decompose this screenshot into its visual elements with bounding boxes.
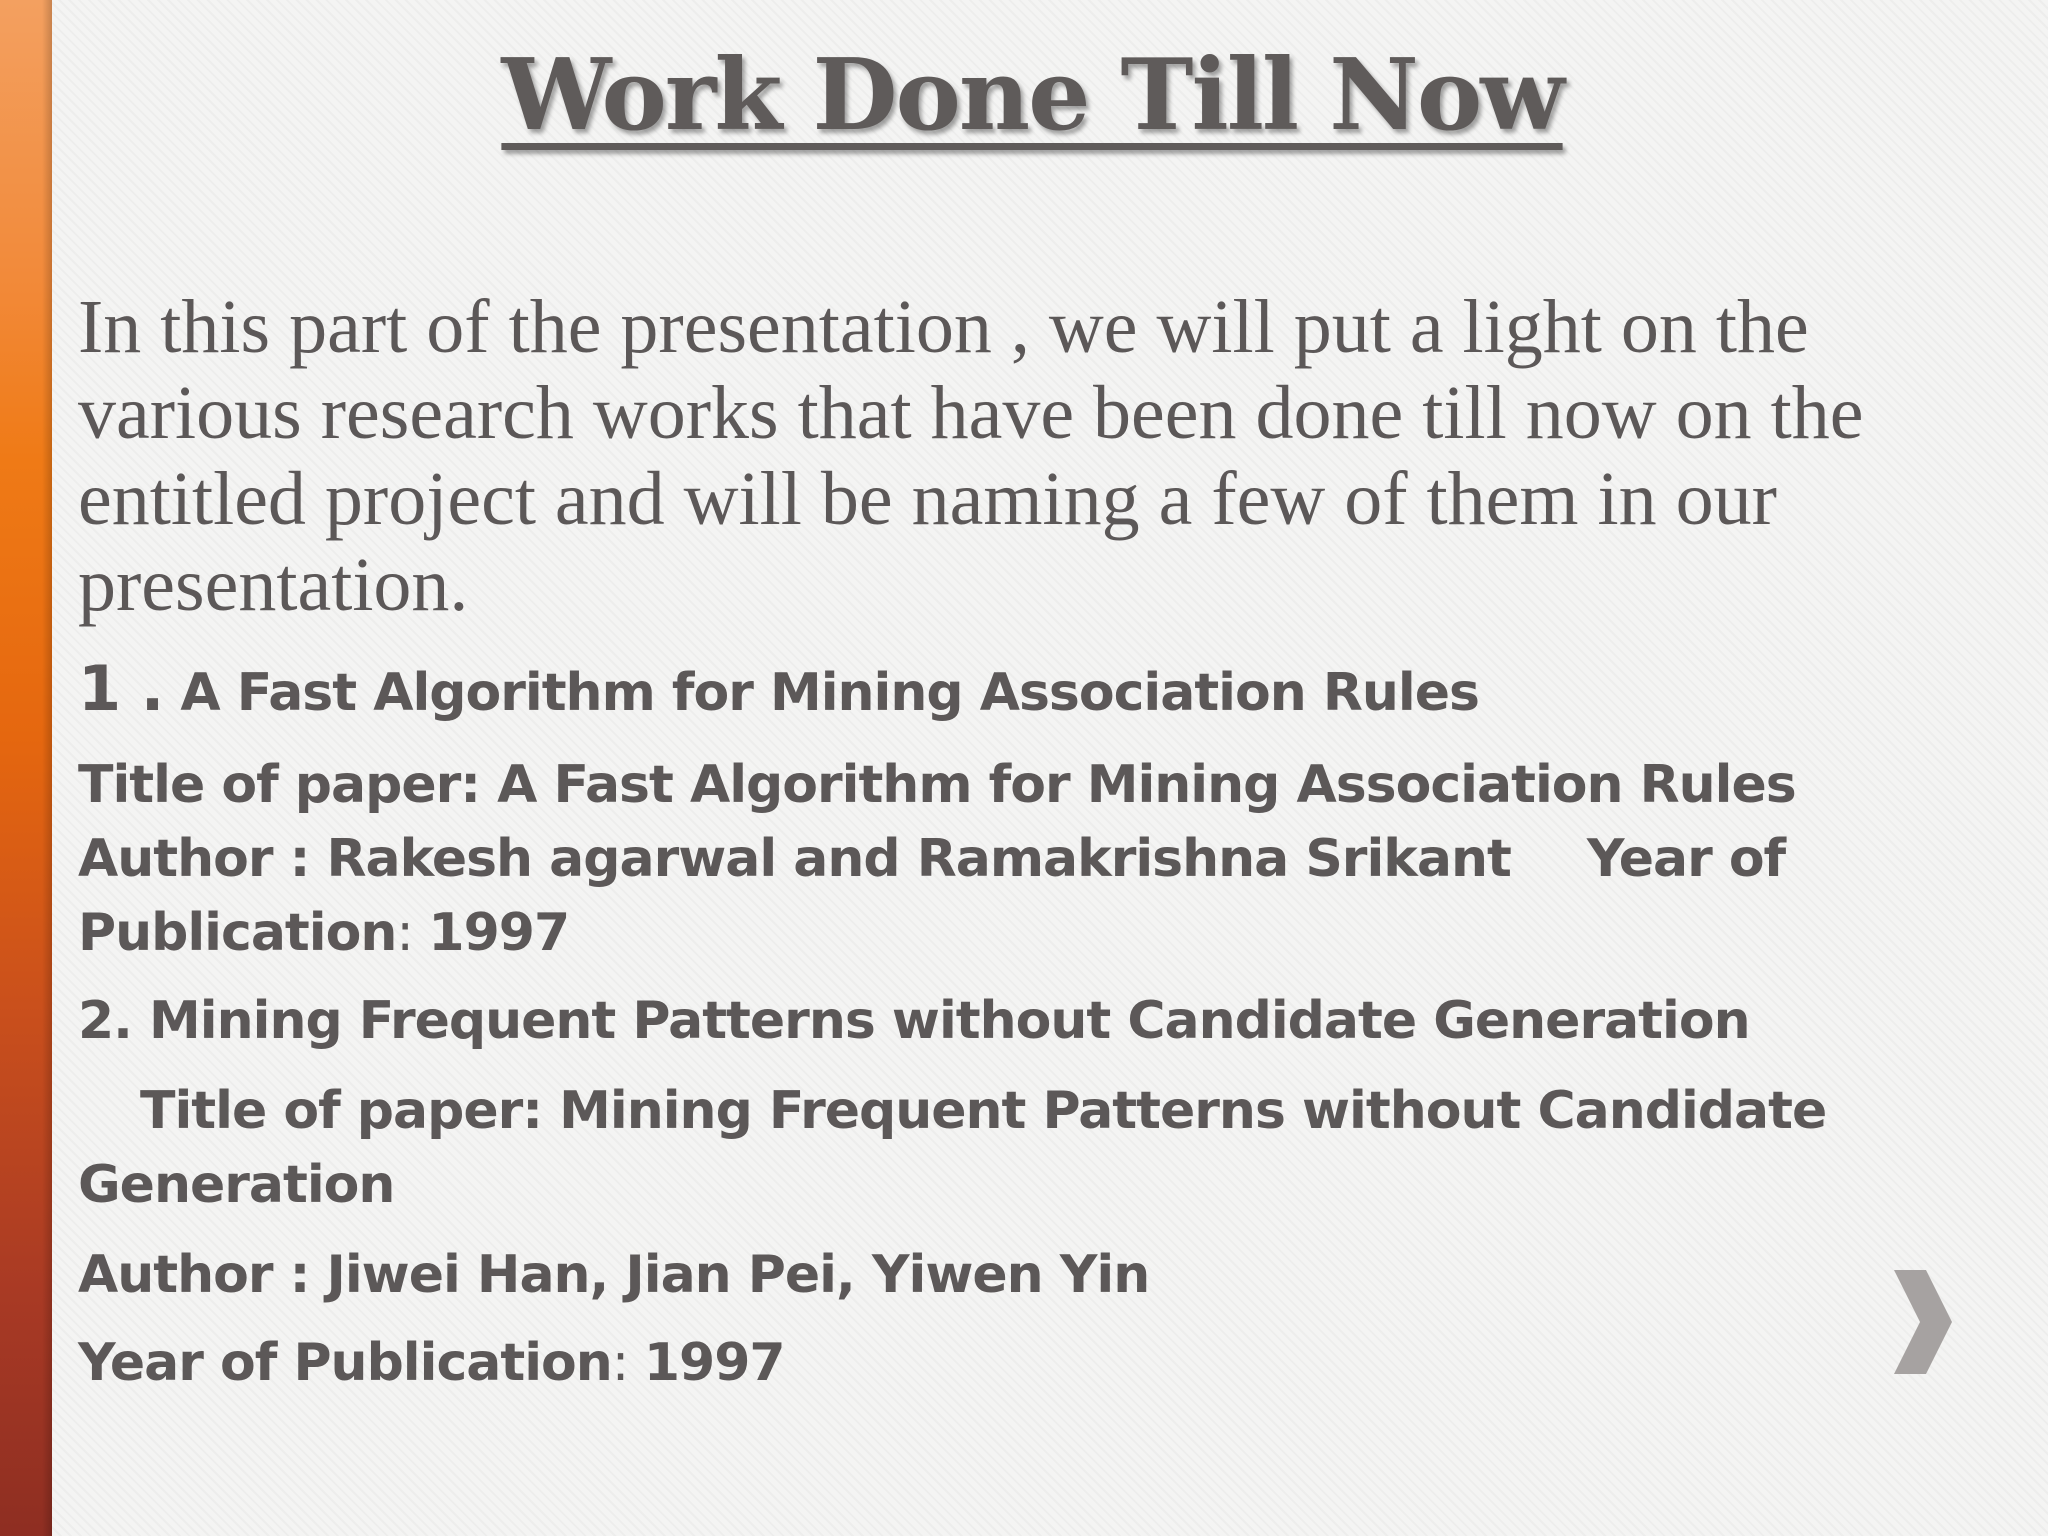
slide-title: Work Done Till Now <box>501 38 1563 153</box>
paper-2-year-label: Year of Publication <box>78 1333 612 1393</box>
paper-2-heading: 2. Mining Frequent Patterns without Candidate Generation <box>78 991 1750 1051</box>
paper-1-title: Title of paper: A Fast Algorithm for Mining Association Rules <box>78 755 1796 815</box>
accent-side-bar <box>0 0 52 1536</box>
paper-1-heading-text: A Fast Algorithm for Mining Association Rules <box>180 663 1479 723</box>
paper-1-author: Author : Rakesh agarwal and Ramakrishna Srikant <box>78 829 1511 889</box>
paper-1-number: 1 . <box>78 652 164 725</box>
paper-2-author: Author : Jiwei Han, Jian Pei, Yiwen Yin <box>78 1245 1150 1305</box>
paper-2-title: Title of paper: Mining Frequent Patterns without Candidate Generation <box>78 1081 1827 1215</box>
paper-1-heading <box>78 652 1978 730</box>
paper-2-year: 1997 <box>643 1333 785 1393</box>
paper-1-year-label: Year of Publication <box>78 829 1786 963</box>
paper-2-year-line: Year of Publication: 1997 <box>78 1333 785 1393</box>
paper-1-year: 1997 <box>428 903 570 963</box>
paper-1-details: Title of paper: A Fast Algorithm for Mining Association Rules Author : Rakesh agarwal and Ramakrishna Srikant Year of Publication: 1997 <box>78 755 1796 963</box>
chevron-right-icon[interactable] <box>1880 1262 1960 1382</box>
intro-paragraph: In this part of the presentation , we will put a light on the various research works that have been done till now on the entitled project and will be naming a few of them in our presentation. <box>78 285 1864 627</box>
